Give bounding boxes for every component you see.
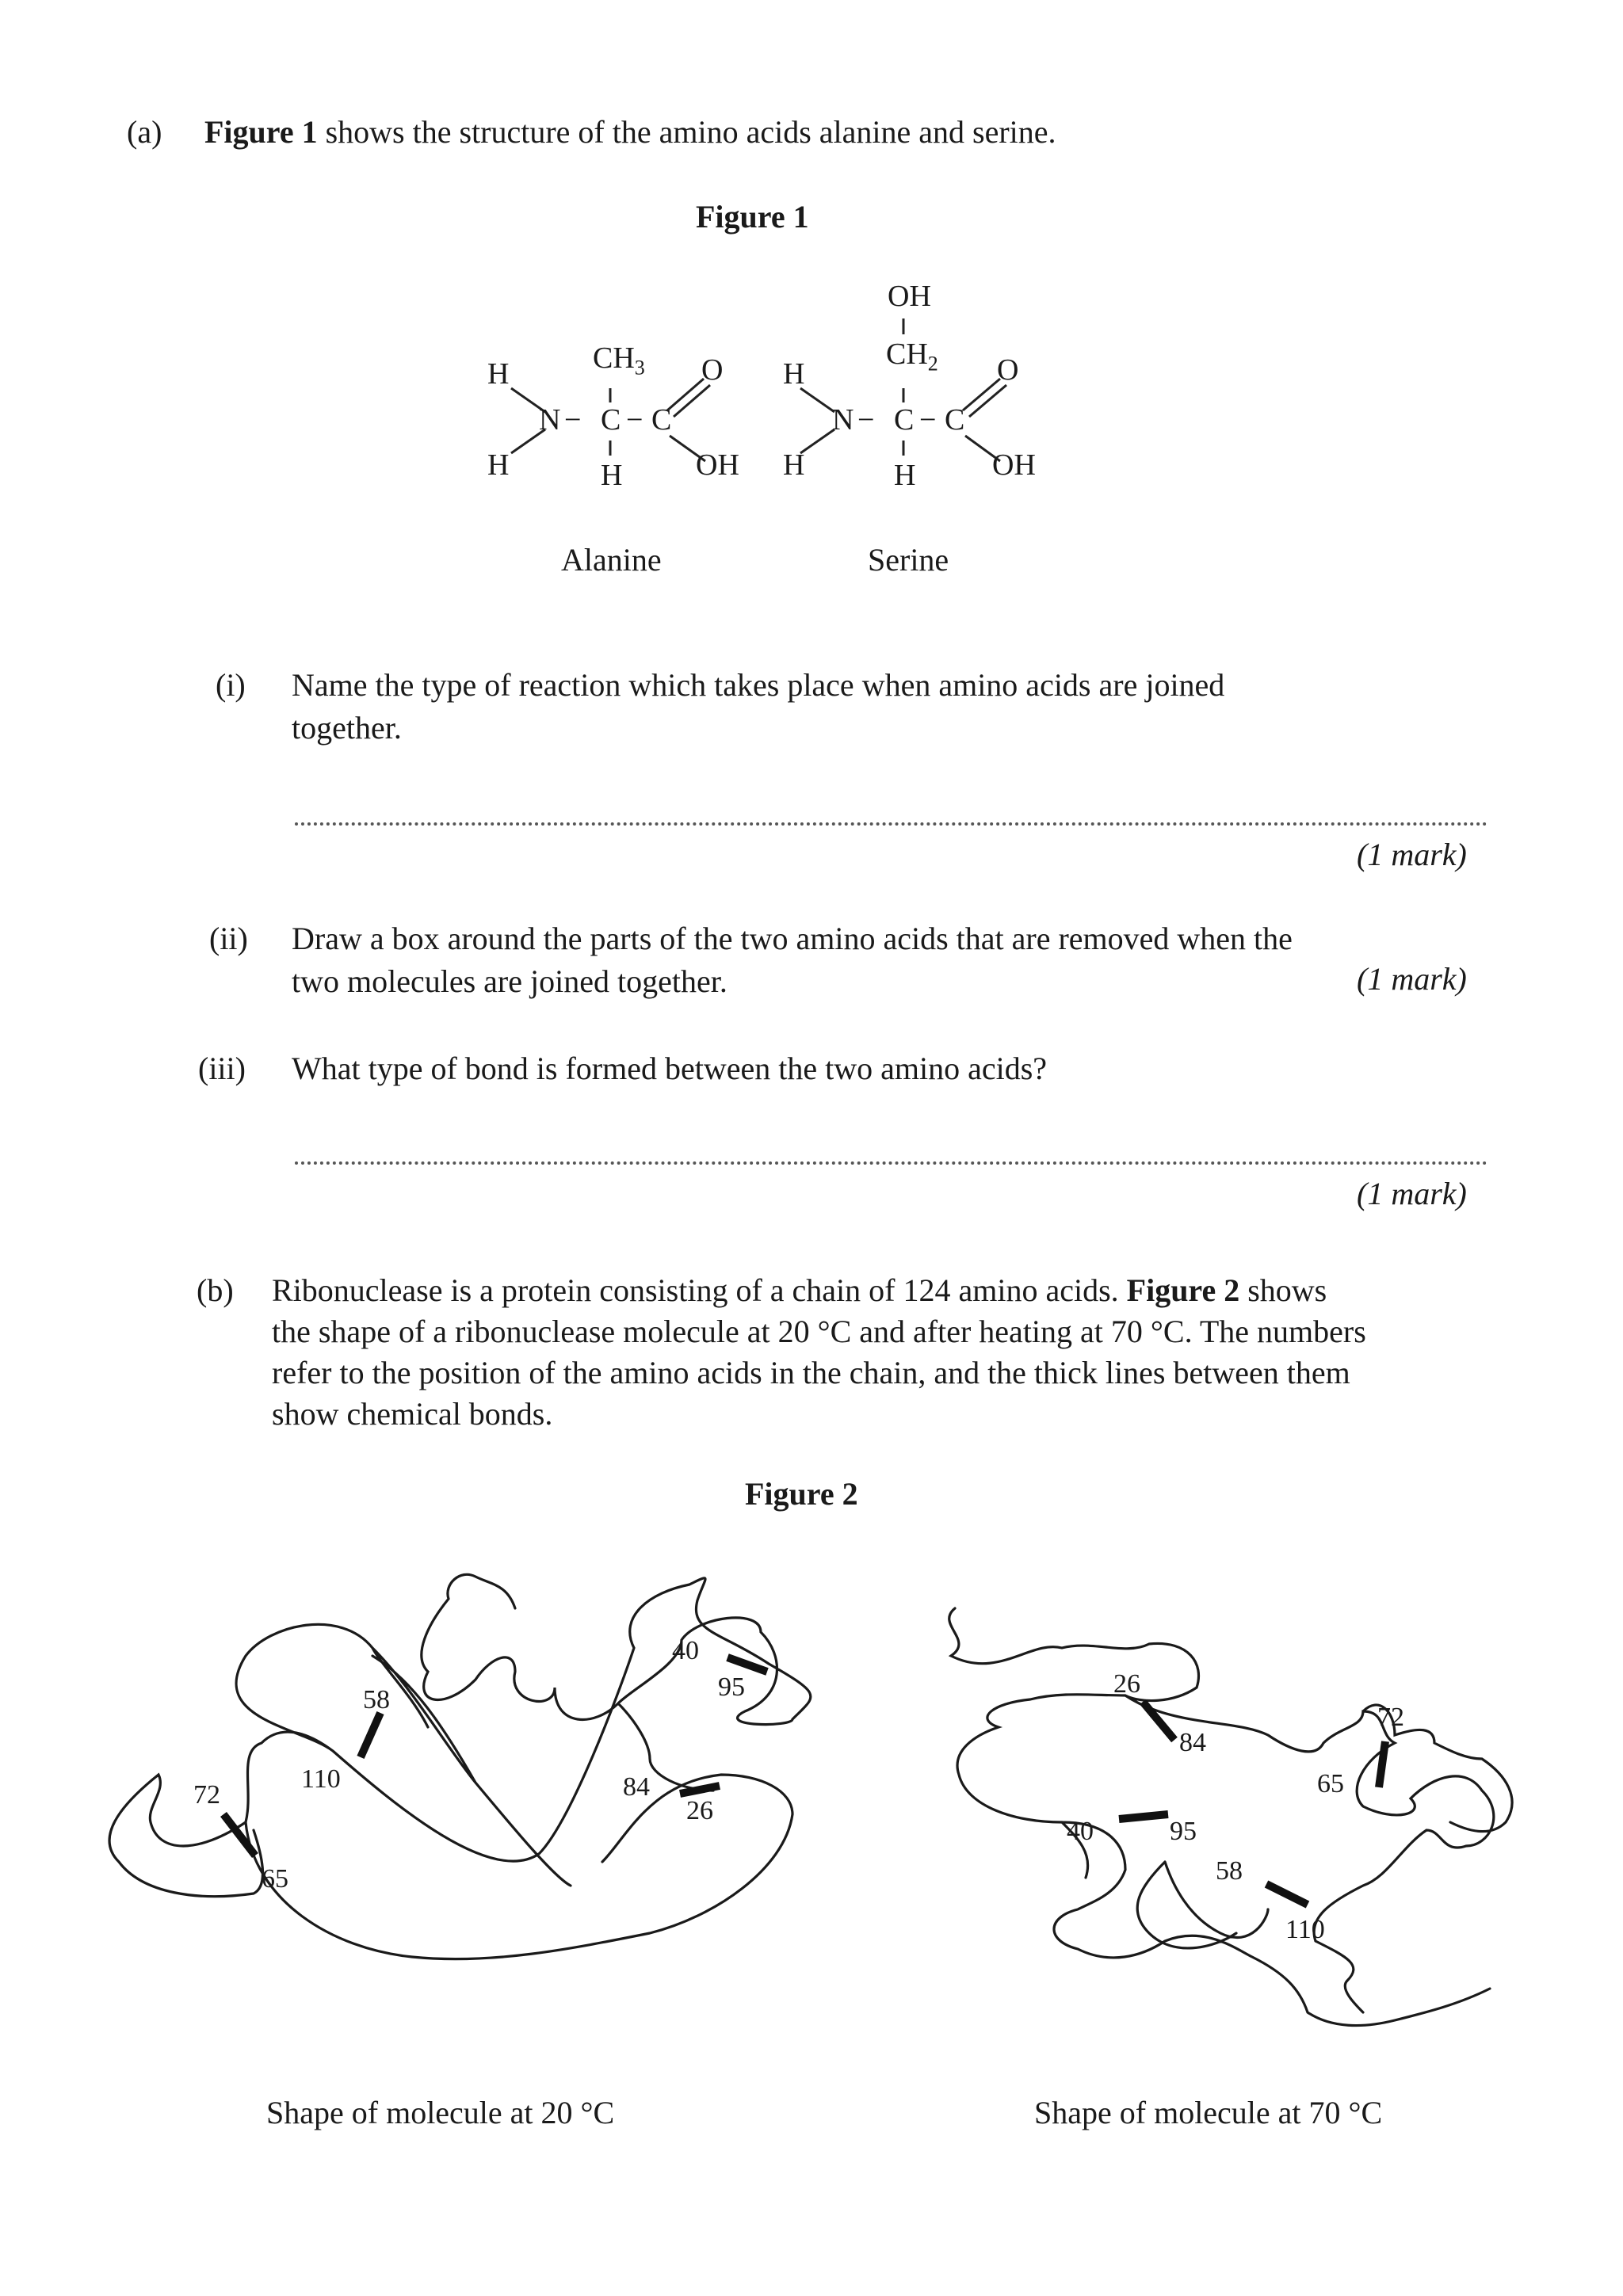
alanine-n: N — [539, 403, 561, 437]
caption-20c: Shape of molecule at 20 °C — [266, 2095, 615, 2130]
serine-c-carboxyl: C — [945, 403, 965, 437]
alanine-label: Alanine — [561, 542, 662, 578]
alanine-h-alpha: H — [601, 459, 623, 492]
bond-58-110-70c — [1266, 1884, 1308, 1905]
chain-70c — [949, 1608, 1512, 2026]
label-26-20c: 26 — [686, 1796, 713, 1825]
figure-1-title: Figure 1 — [696, 199, 809, 235]
serine-h-top: H — [783, 357, 805, 391]
question-i-line-2: together. — [292, 710, 402, 746]
bond-58-110 — [361, 1713, 380, 1757]
alanine-c-alpha: C — [601, 403, 621, 437]
label-95-70c: 95 — [1170, 1817, 1197, 1846]
alanine-oh: OH — [696, 448, 739, 482]
bond-40-95-70c — [1119, 1814, 1168, 1819]
question-ii-line-2: two molecules are joined together. — [292, 963, 727, 999]
alanine-dash-1: − — [564, 403, 582, 437]
figure-2-title: Figure 2 — [745, 1476, 858, 1512]
alanine-c-carboxyl: C — [651, 403, 672, 437]
bond-26-84 — [1143, 1702, 1174, 1740]
label-58-70c: 58 — [1216, 1856, 1243, 1886]
figure-2-reference: Figure 2 — [1126, 1272, 1240, 1308]
label-65-70c: 65 — [1317, 1769, 1344, 1798]
serine-o: O — [997, 353, 1019, 387]
part-a-label: (a) — [127, 114, 162, 150]
question-iii-label: (iii) — [198, 1051, 246, 1086]
question-ii-line-1: Draw a box around the parts of the two amino acids that are removed when the — [292, 921, 1293, 956]
question-i-line-1: Name the type of reaction which takes place when amino acids are joined — [292, 667, 1225, 703]
label-95-20c: 95 — [718, 1672, 745, 1702]
label-40-20c: 40 — [672, 1636, 699, 1665]
part-a-intro-text: shows the structure of the amino acids alanine and serine. — [317, 114, 1056, 150]
molecule-70c — [949, 1608, 1512, 2026]
figure-1-reference: Figure 1 — [204, 114, 318, 150]
label-40-70c: 40 — [1067, 1817, 1094, 1846]
chain-20c — [109, 1574, 811, 1958]
question-i-mark: (1 mark) — [1357, 837, 1467, 872]
serine-n: N — [832, 403, 854, 437]
serine-c-alpha: C — [894, 403, 915, 437]
serine-oh-top: OH — [888, 280, 931, 313]
molecule-20c — [109, 1574, 811, 1958]
bond-72-65 — [223, 1814, 255, 1855]
part-b-line-4: show chemical bonds. — [272, 1396, 553, 1432]
question-ii-mark: (1 mark) — [1357, 961, 1467, 997]
bond-72-65-70c — [1379, 1741, 1385, 1787]
question-iii-mark: (1 mark) — [1357, 1176, 1467, 1211]
alanine-h-bottom: H — [487, 448, 510, 482]
label-110-70c: 110 — [1285, 1915, 1325, 1944]
part-b-line-3: refer to the position of the amino acids in the chain, and the thick lines between them — [272, 1355, 1350, 1390]
label-72-70c: 72 — [1377, 1703, 1404, 1732]
label-58-20c: 58 — [363, 1685, 390, 1714]
serine-ch2-text: CH — [886, 338, 928, 371]
serine-label: Serine — [868, 542, 949, 578]
label-110-20c: 110 — [301, 1764, 341, 1794]
label-84-70c: 84 — [1179, 1728, 1206, 1757]
serine-dash-1: − — [857, 403, 875, 437]
caption-70c: Shape of molecule at 70 °C — [1034, 2095, 1383, 2130]
alanine-o: O — [701, 353, 724, 387]
serine-dash-2: − — [919, 403, 937, 437]
serine-h-alpha: H — [894, 459, 916, 492]
serine-oh: OH — [992, 448, 1036, 482]
label-26-70c: 26 — [1113, 1669, 1140, 1699]
alanine-ch3-subscript: 3 — [634, 356, 645, 379]
part-b-line-1-end: shows — [1239, 1272, 1327, 1308]
question-ii-label: (ii) — [209, 921, 248, 956]
question-iii-line-1: What type of bond is formed between the two amino acids? — [292, 1051, 1048, 1086]
alanine-dash-2: − — [626, 403, 643, 437]
alanine-ch3-text: CH — [593, 341, 635, 375]
serine-ch2-subscript: 2 — [927, 352, 938, 376]
alanine-h-top: H — [487, 357, 510, 391]
label-65-20c: 65 — [262, 1864, 288, 1894]
question-i-label: (i) — [216, 667, 246, 703]
part-b-line-1-text: Ribonuclease is a protein consisting of a chain of 124 amino acids. — [272, 1272, 1127, 1308]
part-b-line-2: the shape of a ribonuclease molecule at 20 °C and after heating at 70 °C. The numbers — [272, 1314, 1366, 1349]
label-72-20c: 72 — [193, 1780, 220, 1810]
label-84-20c: 84 — [623, 1772, 650, 1802]
part-b-label: (b) — [197, 1272, 234, 1308]
serine-h-bottom: H — [783, 448, 805, 482]
